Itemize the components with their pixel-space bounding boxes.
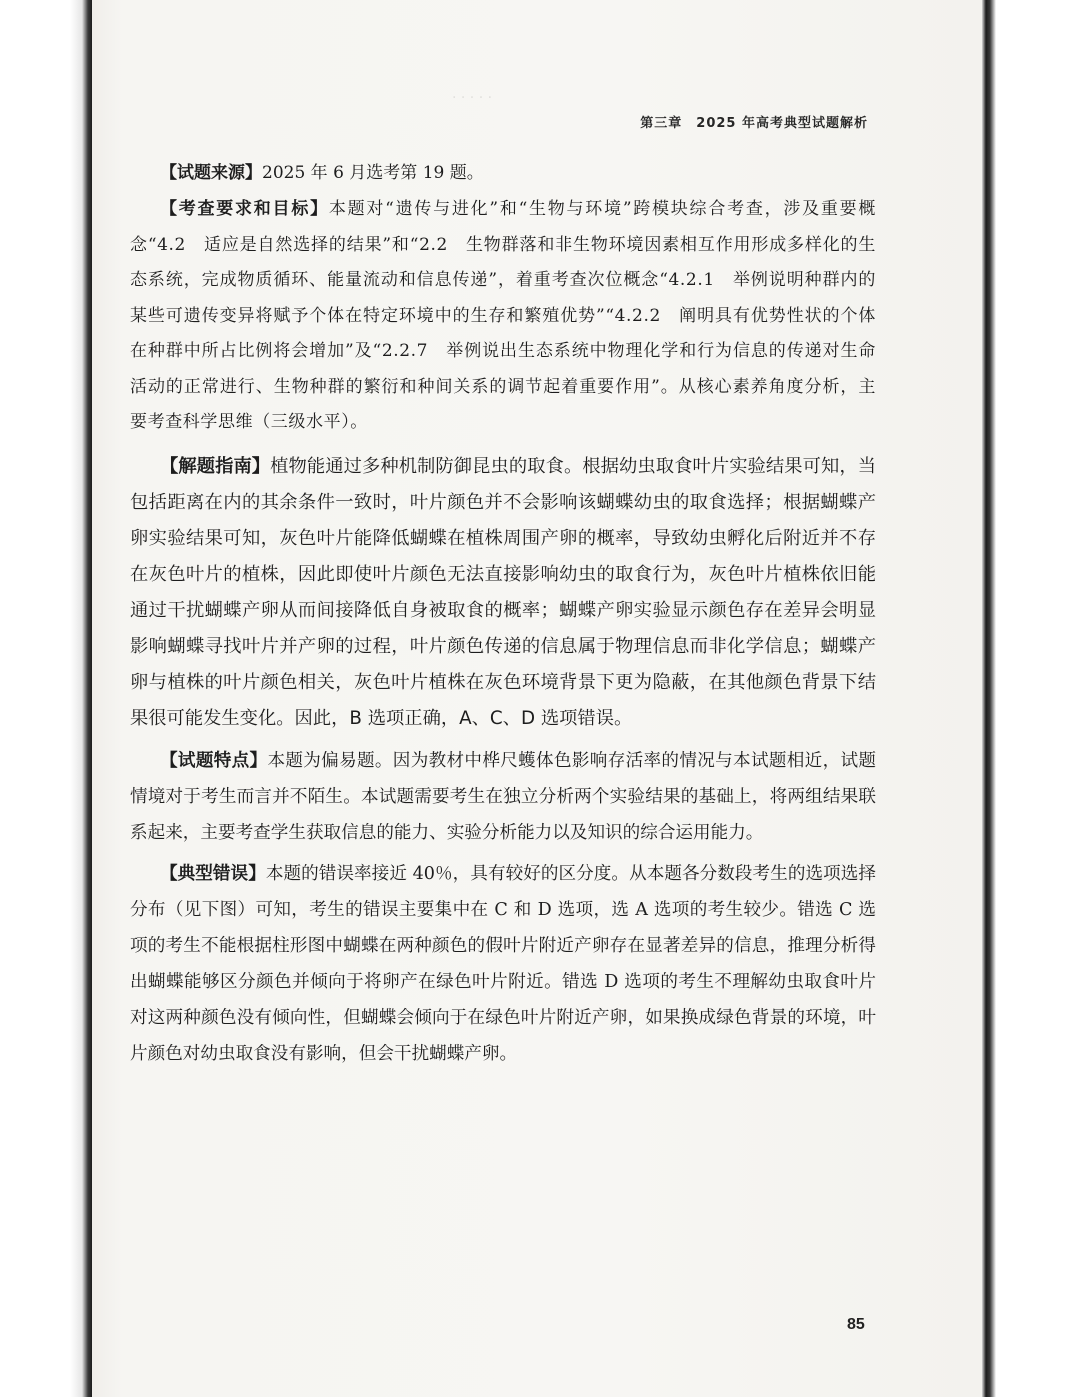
features-label: 【试题特点】 <box>160 749 268 771</box>
page-body <box>130 156 876 1072</box>
guide-label: 【解题指南】 <box>160 455 271 477</box>
errors-paragraph <box>130 856 876 1072</box>
running-head: 第三章 2025 年高考典型试题解析 <box>640 116 868 131</box>
goal-label: 【考查要求和目标】 <box>160 199 329 219</box>
bleed-through-text: · · · · · <box>452 90 493 106</box>
features-paragraph <box>130 743 876 851</box>
guide-paragraph <box>130 449 876 737</box>
guide-text: 植物能通过多种机制防御昆虫的取食。根据幼虫取食叶片实验结果可知，当包括距离在内的其余条件一致时，叶片颜色并不会影响该蝴蝶幼虫的取食选择；根据蝴蝶产卵实验结果可知，灰色叶片能降低蝴蝶在植株周围产卵的概率，导致幼虫孵化后附近并不存在灰色叶片的植株，因此即使叶片颜色无法直接影响幼虫的取食行为，灰色叶片植株依旧能通过干扰蝴蝶产卵从而间接降低自身被取食的概率；蝴蝶产卵实验显示颜色存在差异会明显影响蝴蝶寻找叶片并产卵的过程，叶片颜色传递的信息属于物理信息而非化学信息；蝴蝶产卵与植株的叶片颜色相关，灰色叶片植株在灰色环境背景下更为隐蔽，在其他颜色背景下结果很可能发生变化。因此，B 选项正确，A、C、D 选项错误。 <box>130 455 877 729</box>
source-label: 【试题来源】 <box>160 163 262 183</box>
book-edge-right <box>982 0 1080 1397</box>
page-number: 85 <box>847 1316 865 1333</box>
errors-text: 本题的错误率接近 40％，具有较好的区分度。从本题各分数段考生的选项选择分布（见下图）可知，考生的错误主要集中在 C 和 D 选项，选 A 选项的考生较少。错选 C 选项的考生不能根据柱形图中蝴蝶在两种颜色的假叶片附近产卵存在显著差异的信息，推理分析得出蝴蝶能够区分颜色并倾向于将卵产在绿色叶片附近。错选 D 选项的考生不理解幼虫取食叶片对这两种颜色没有倾向性，但蝴蝶会倾向于在绿色叶片附近产卵，如果换成绿色背景的环境，叶片颜色对幼虫取食没有影响，但会干扰蝴蝶产卵。 <box>130 863 876 1064</box>
goal-text: 本题对“遗传与进化”和“生物与环境”跨模块综合考查，涉及重要概念“4.2 适应是自然选择的结果”和“2.2 生物群落和非生物环境因素相互作用形成多样化的生态系统，完成物质循环、能量流动和信息传递”，着重考查次位概念“4.2.1 举例说明种群内的某些可遗传变异将赋予个体在特定环境中的生存和繁殖优势”“4.2.2 阐明具有优势性状的个体在种群中所占比例将会增加”及“2.2.7 举例说出生态系统中物理化学和行为信息的传递对生命活动的正常进行、生物种群的繁衍和种间关系的调节起着重要作用”。从核心素养角度分析，主要考查科学思维（三级水平）。 <box>130 199 876 432</box>
features-text: 本题为偏易题。因为教材中桦尺蠖体色影响存活率的情况与本试题相近，试题情境对于考生而言并不陌生。本试题需要考生在独立分析两个实验结果的基础上，将两组结果联系起来，主要考查学生获取信息的能力、实验分析能力以及知识的综合运用能力。 <box>130 750 876 843</box>
goal-paragraph <box>130 192 876 441</box>
book-edge-left <box>0 0 92 1397</box>
errors-label: 【典型错误】 <box>160 862 266 884</box>
source-paragraph <box>130 156 876 191</box>
source-text: 2025 年 6 月选考第 19 题。 <box>262 163 484 183</box>
